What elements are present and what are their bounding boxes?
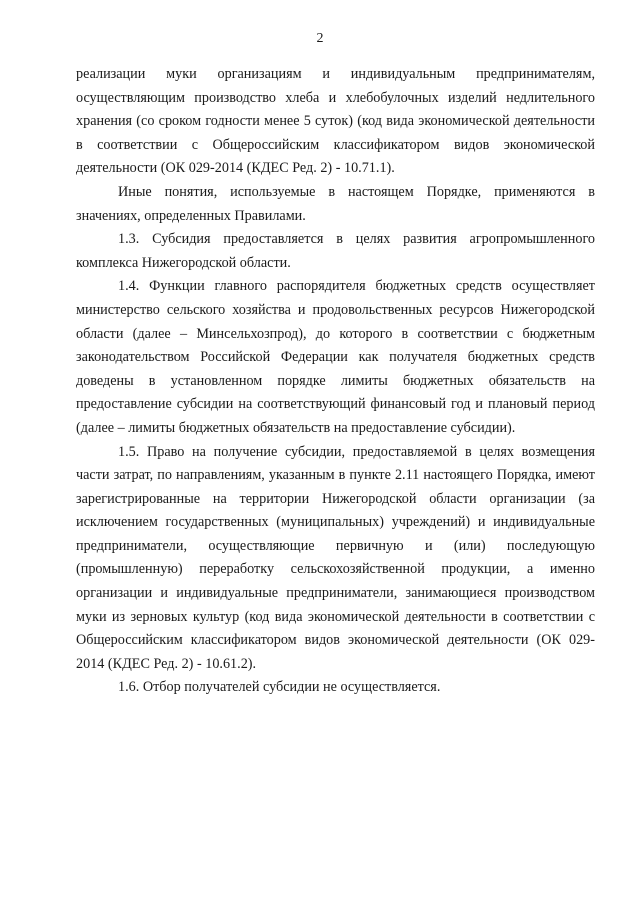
paragraph-1-5: 1.5. Право на получение субсидии, предоставляемой в целях возмещения части затрат, по направлениям, указанным в пункте 2.11 настоящего Порядка, имеют зарегистрированные на территории Нижегородской области организации (за исключением государственных (муниципальных) учреждений) и индивидуальные предприниматели, осуществляющие первичную и (или) последующую (промышленную) переработку сельскохозяйственной продукции, а именно организации и индивидуальные предприниматели, занимающиеся производством муки из зерновых культур (код вида экономической деятельности в соответствии с Общероссийским классификатором видов экономической деятельности (ОК 029-2014 (КДЕС Ред. 2) - 10.61.2).: [76, 443, 595, 672]
page-number: 2: [316, 31, 324, 46]
paragraph-continuation: реализации муки организациям и индивидуальным предпринимателям, осуществляющим производство хлеба и хлебобулочных изделий недлительного хранения (со сроком годности менее 5 суток) (код вида экономической деятельности в соответствии с Общероссийским классификатором видов экономической деятельности (ОК 029-2014 (КДЕС Ред. 2) - 10.71.1).: [76, 66, 595, 177]
paragraph-1-4: 1.4. Функции главного распорядителя бюджетных средств осуществляет министерство сельского хозяйства и продовольственных ресурсов Нижегородской области (далее – Минсельхозпрод), до которого в соответствии с бюджетным законодательством Российской Федерации как получателя бюджетных средств доведены в установленном порядке лимиты бюджетных обязательств на предоставление субсидии на соответствующий финансовый год и плановый период (далее – лимиты бюджетных обязательств на предоставление субсидии).: [76, 278, 595, 436]
document-body: [76, 63, 595, 700]
paragraph-1-6: 1.6. Отбор получателей субсидии не осуществляется.: [118, 679, 441, 696]
paragraph-1-3: 1.3. Субсидия предоставляется в целях развития агропромышленного комплекса Нижегородской области.: [76, 231, 595, 271]
paragraph-other-terms: Иные понятия, используемые в настоящем Порядке, применяются в значениях, определенных Правилами.: [76, 183, 595, 224]
